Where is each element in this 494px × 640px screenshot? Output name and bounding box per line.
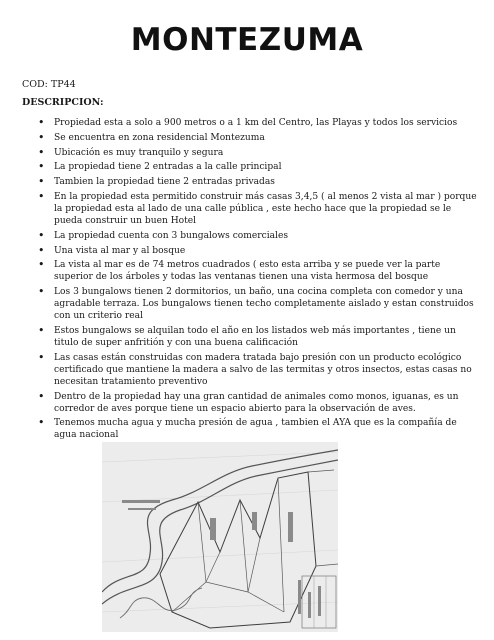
list-item: • Se encuentra en zona residencial Montezuma — [38, 132, 478, 144]
property-code: COD: TP44 — [22, 79, 76, 90]
list-item: • Propiedad esta a solo a 900 metros o a 1 km del Centro, las Playas y todos los servicios — [38, 117, 478, 129]
site-plan-image — [102, 442, 338, 632]
list-item: • En la propiedad esta permitido construir más casas 3,4,5 ( al menos 2 vista al mar ) porque la propiedad esta al lado de una calle pública , este hecho hace que la propiedad se le pueda construir un buen Hotel — [38, 191, 478, 227]
site-plan-drawing — [102, 442, 338, 632]
list-item: • Las casas están construidas con madera tratada bajo presión con un producto ecológico certificado que mantiene la madera a salvo de las termitas y otros insectos, estas casas no necesitan tratamiento preventivo — [38, 352, 478, 388]
list-item: • La propiedad tiene 2 entradas a la calle principal — [38, 161, 478, 173]
list-item: • Dentro de la propiedad hay una gran cantidad de animales como monos, iguanas, es un corredor de aves porque tiene un espacio abierto para la observación de aves. — [38, 391, 478, 415]
list-item: • Una vista al mar y al bosque — [38, 245, 478, 257]
list-item: • Tambien la propiedad tiene 2 entradas privadas — [38, 176, 478, 188]
list-item: • Estos bungalows se alquilan todo el año en los listados web más importantes , tiene un titulo de super anfritión y con una buena calificación — [38, 325, 478, 349]
list-item: • Tenemos mucha agua y mucha presión de agua , tambien el AYA que es la compañía de agua nacional — [38, 417, 478, 441]
document-title: MONTEZUMA — [130, 22, 364, 58]
list-item: • Ubicación es muy tranquilo y segura — [38, 147, 478, 159]
list-item: • Los 3 bungalows tienen 2 dormitorios, un baño, una cocina completa con comedor y una agradable terraza. Los bungalows tienen techo completamente aislado y estan construidos con un criterio real — [38, 286, 478, 322]
description-heading: DESCRIPCION: — [22, 97, 104, 108]
list-item: • La propiedad cuenta con 3 bungalows comerciales — [38, 230, 478, 242]
description-list — [38, 117, 478, 444]
list-item: • La vista al mar es de 74 metros cuadrados ( esto esta arriba y se puede ver la parte superior de los árboles y todas las ventanas tienen una vista hermosa del bosque — [38, 259, 478, 283]
